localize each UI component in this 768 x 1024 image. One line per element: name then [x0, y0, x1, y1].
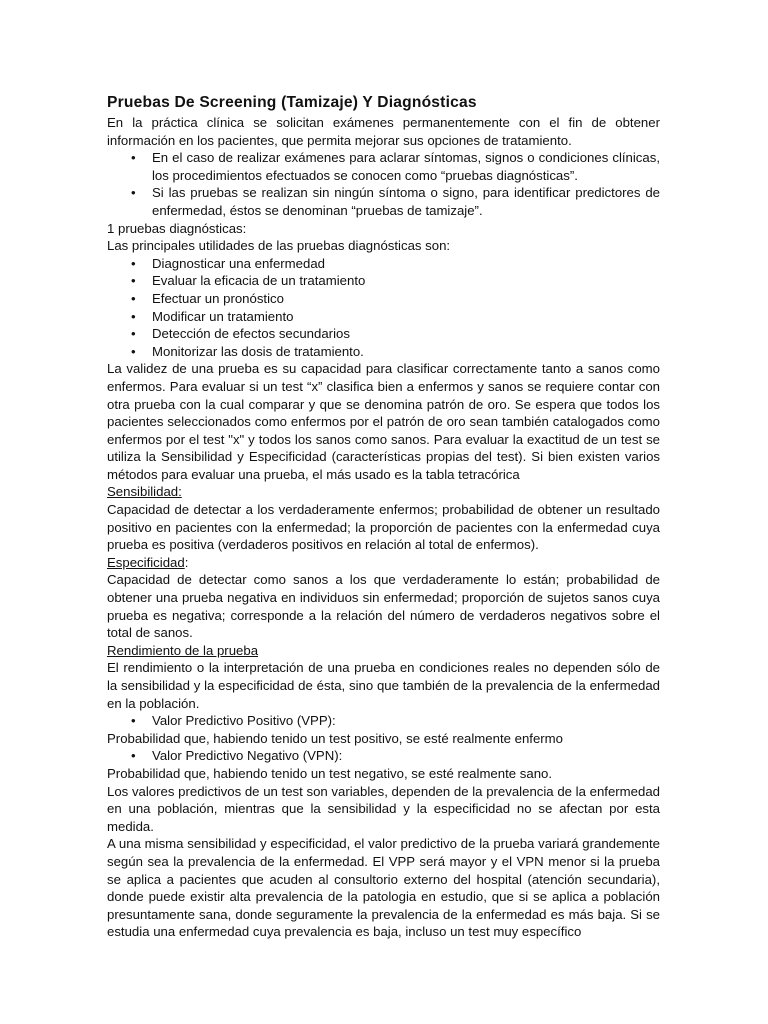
list-item — [107, 747, 660, 765]
intro-paragraph: En la práctica clínica se solicitan exámenes permanentemente con el fin de obtener información en los pacientes, que permita mejorar sus opciones de tratamiento. — [107, 115, 660, 148]
bullet-icon: • — [131, 748, 136, 764]
list-item — [107, 272, 660, 290]
bullet-icon: • — [131, 343, 136, 359]
bullet-icon: • — [131, 290, 136, 306]
bullet-icon: • — [131, 185, 136, 201]
list-item — [107, 325, 660, 343]
list-item — [107, 343, 660, 361]
list-item — [107, 308, 660, 326]
list-item — [107, 255, 660, 273]
performance-heading: Rendimiento de la prueba — [107, 642, 259, 658]
validity-paragraph: La validez de una prueba es su capacidad para clasificar correctamente tanto a sanos como enfermos. Para evaluar si un test “x” clasifica bien a enfermos y sanos se requiere contar con otra prueba con la cual comparar y que se denomina patrón de oro. Se espera que todos los pacientes seleccionados como enfermos por el patrón de oro sean también catalogados como enfermos por el test "x" y todos los sanos como sanos. Para evaluar la exactitud de un test se utiliza la Sensibilidad y Especificidad (características propias del test). Si bien existen varios métodos para evaluar una prueba, el más usado es la tabla tetracórica — [107, 361, 660, 482]
uses-bullet-list — [107, 255, 660, 361]
list-item-text: Valor Predictivo Negativo (VPN): — [152, 748, 343, 764]
bullet-icon: • — [131, 308, 136, 324]
specificity-heading-row — [107, 554, 660, 572]
list-item — [107, 184, 660, 219]
vpp-bullet-list — [107, 712, 660, 730]
performance-paragraph: El rendimiento o la interpretación de una prueba en condiciones reales no dependen sólo de la sensibilidad y la especificidad de ésta, sino que también de la prevalencia de la enfermedad en la población. — [107, 660, 660, 711]
bullet-icon: • — [131, 273, 136, 289]
list-item-text: Efectuar un pronóstico — [152, 290, 284, 306]
sensitivity-heading: Sensibilidad: — [107, 484, 182, 500]
list-item-text: Si las pruebas se realizan sin ningún síntoma o signo, para identificar predictores de enfermedad, éstos se denominan “pruebas de tamizaje”. — [152, 185, 660, 218]
predictive-values-paragraph: Los valores predictivos de un test son variables, dependen de la prevalencia de la enfermedad en una población, mientras que la sensibilidad y la especificidad no se afectan por esta medida. — [107, 783, 660, 834]
list-item-text: Diagnosticar una enfermedad — [152, 255, 326, 271]
section-lead: Las principales utilidades de las pruebas diagnósticas son: — [107, 238, 451, 254]
list-item — [107, 290, 660, 308]
sensitivity-paragraph: Capacidad de detectar a los verdaderamente enfermos; probabilidad de obtener un resultado positivo en pacientes con la enfermedad; la proporción de pacientes con la enfermedad cuya prueba es positiva (verdaderos positivos en relación al total de enfermos). — [107, 502, 660, 553]
list-item-text: Modificar un tratamiento — [152, 308, 294, 324]
list-item-text: En el caso de realizar exámenes para aclarar síntomas, signos o condiciones clínicas, los procedimientos efectuados se conocen como “pruebas diagnósticas”. — [152, 150, 660, 183]
intro-bullet-list — [107, 149, 660, 219]
list-item — [107, 149, 660, 184]
specificity-colon: : — [184, 554, 189, 570]
bullet-icon: • — [131, 326, 136, 342]
list-item-text: Monitorizar las dosis de tratamiento. — [152, 343, 364, 359]
prevalence-paragraph: A una misma sensibilidad y especificidad, el valor predictivo de la prueba variará grandemente según sea la prevalencia de la enfermedad. El VPP será mayor y el VPN menor si la prueba se aplica a pacientes que acuden al consultorio externo del hospital (atención secundaria), donde puede existir alta prevalencia de la patologia en estudio, que si se aplica a población presuntamente sana, donde seguramente la prevalencia de la enfermedad es más baja. Si se estudia una enfermedad cuya prevalencia es baja, incluso un test muy específico — [107, 836, 660, 940]
vpn-bullet-list — [107, 747, 660, 765]
specificity-paragraph: Capacidad de detectar como sanos a los que verdaderamente lo están; probabilidad de obtener una prueba negativa en individuos sin enfermedad; proporción de sujetos sanos cuya prueba es negativa; corresponde a la relación del número de verdaderos negativos sobre el total de sanos. — [107, 572, 660, 641]
list-item — [107, 712, 660, 730]
bullet-icon: • — [131, 255, 136, 271]
specificity-heading: Especificidad — [107, 554, 185, 570]
vpn-definition: Probabilidad que, habiendo tenido un test negativo, se esté realmente sano. — [107, 765, 553, 781]
vpp-definition: Probabilidad que, habiendo tenido un test positivo, se esté realmente enfermo — [107, 730, 563, 746]
list-item-text: Valor Predictivo Positivo (VPP): — [152, 713, 336, 729]
section-heading-diagnostic-tests: 1 pruebas diagnósticas: — [107, 220, 247, 236]
bullet-icon: • — [131, 713, 136, 729]
document-title: Pruebas De Screening (Tamizaje) Y Diagnósticas — [107, 94, 477, 111]
list-item-text: Evaluar la eficacia de un tratamiento — [152, 273, 366, 289]
list-item-text: Detección de efectos secundarios — [152, 326, 350, 342]
bullet-icon: • — [131, 150, 136, 166]
